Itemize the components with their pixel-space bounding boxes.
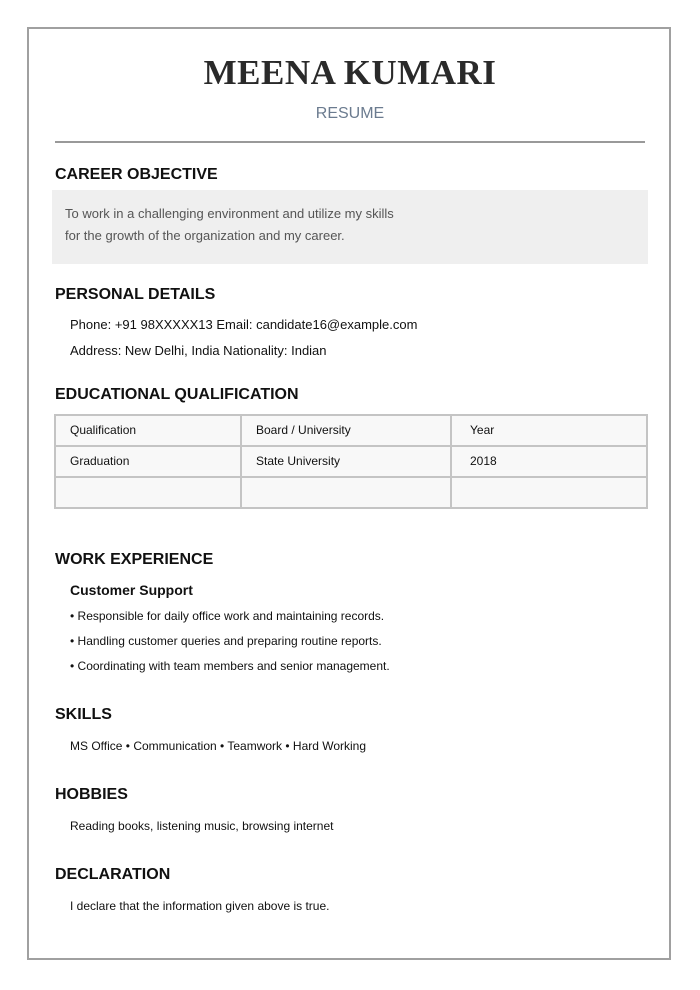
section-title-career-objective: CAREER OBJECTIVE	[55, 166, 218, 183]
personal-details-address: Address: New Delhi, India Nationality: Indian	[70, 343, 327, 358]
declaration-text: I declare that the information given above is true.	[70, 899, 330, 913]
personal-details-contact: Phone: +91 98XXXXX13 Email: candidate16@example.com	[70, 317, 418, 332]
career-objective-line: To work in a challenging environment and utilize my skills	[65, 206, 394, 221]
education-table	[54, 414, 648, 509]
table-cell	[451, 477, 647, 508]
table-cell	[55, 477, 241, 508]
job-title: Customer Support	[70, 582, 193, 598]
work-bullet: • Responsible for daily office work and maintaining records.	[70, 609, 385, 623]
table-cell: 2018	[451, 446, 647, 477]
table-row	[55, 477, 647, 508]
table-header-cell: Year	[451, 415, 647, 446]
table-header-cell: Qualification	[55, 415, 241, 446]
table-header-row	[55, 415, 647, 446]
section-title-skills: SKILLS	[55, 706, 112, 723]
table-header-cell: Board / University	[241, 415, 451, 446]
section-title-work-experience: WORK EXPERIENCE	[55, 551, 214, 568]
table-cell	[241, 477, 451, 508]
table-cell: Graduation	[55, 446, 241, 477]
career-objective-line: for the growth of the organization and my career.	[65, 228, 345, 243]
candidate-name: MEENA KUMARI	[203, 53, 497, 92]
section-title-hobbies: HOBBIES	[55, 786, 128, 803]
table-row	[55, 446, 647, 477]
work-bullet: • Coordinating with team members and senior management.	[70, 659, 390, 673]
work-bullet: • Handling customer queries and preparing routine reports.	[70, 634, 382, 648]
career-objective-box	[52, 190, 648, 264]
section-title-education: EDUCATIONAL QUALIFICATION	[55, 386, 299, 403]
table-cell: State University	[241, 446, 451, 477]
document-subtitle: RESUME	[315, 105, 385, 122]
skills-list: MS Office • Communication • Teamwork • Hard Working	[70, 739, 367, 753]
section-title-declaration: DECLARATION	[55, 866, 171, 883]
section-title-personal-details: PERSONAL DETAILS	[55, 286, 216, 303]
hobbies-text: Reading books, listening music, browsing internet	[70, 819, 334, 833]
header-divider	[55, 141, 645, 143]
